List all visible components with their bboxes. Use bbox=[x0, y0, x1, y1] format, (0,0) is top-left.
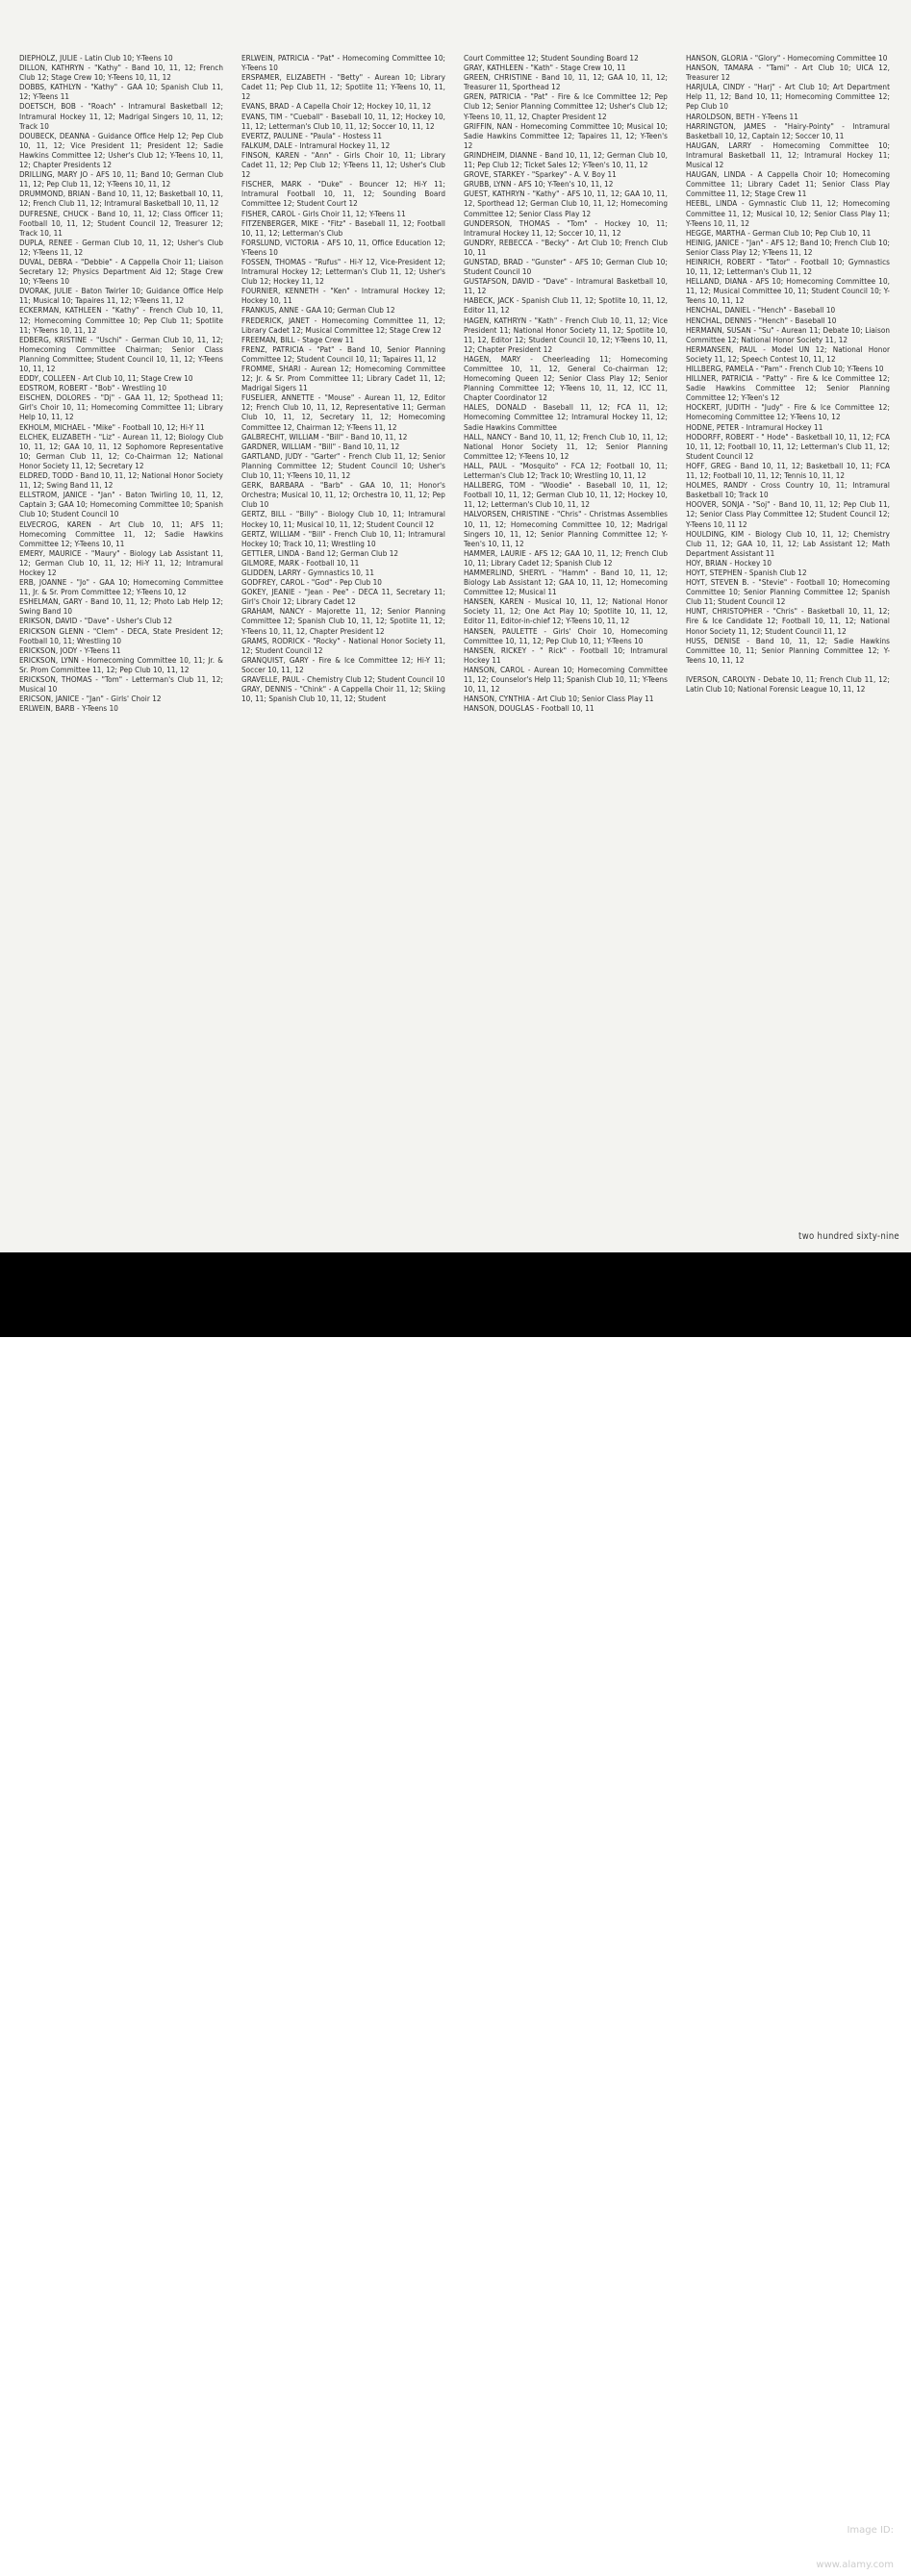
senior-directory bbox=[19, 53, 890, 1217]
directory-entry: GETTLER, LINDA - Band 12; German Club 12 bbox=[241, 547, 399, 558]
directory-entry: ERICKSON GLENN - "Clem" - DECA, State President 12; Football 10, 11; Wrestling 10 bbox=[19, 625, 223, 645]
directory-entry: GOKEY, JEANIE - "Jean - Pee" - DECA 11, Secretary 11; Girl's Choir 12; Library Cadet 12 bbox=[241, 587, 445, 607]
directory-column-3 bbox=[464, 53, 668, 1217]
directory-entry: GALBRECHT, WILLIAM - "Bill" - Band 10, 11, 12 bbox=[241, 431, 408, 442]
directory-entry: EISCHEN, DOLORES - "Dj" - GAA 11, 12; Spothead 11; Girl's Choir 10, 11; Homecoming Committee 11; Library Help 10, 11, 12 bbox=[19, 392, 223, 422]
directory-entry: HANSON, CYNTHIA - Art Club 10; Senior Class Play 11 bbox=[464, 694, 654, 704]
directory-entry: HANSEN, KAREN - Musical 10, 11, 12; National Honor Society 11, 12; One Act Play 10; Spotlite 10, 11, 12, Editor 11, Editor-in-chief 12; Y-Teens 10, 11, 12 bbox=[464, 596, 668, 626]
directory-entry: FISCHER, MARK - "Duke" - Bouncer 12; Hi-Y 11; Intramural Football 10, 11, 12; Sounding Board Committee 12; Student Court 12 bbox=[241, 179, 445, 209]
directory-entry: HANSON, GLORIA - "Glory" - Homecoming Committee 10 bbox=[686, 53, 888, 63]
stock-watermark-band bbox=[0, 1252, 911, 2576]
directory-entry: HANSEN, PAULETTE - Girls' Choir 10, Homecoming Committee 10, 11, 12; Pep Club 10, 11; Y-Teens 10 bbox=[464, 625, 668, 645]
directory-entry: GRAHAM, NANCY - Majorette 11, 12; Senior Planning Committee 12; Spanish Club 10, 11, 12; Spotlite 11, 12; Y-Teens 10, 11, 12, Chapter President 12 bbox=[241, 606, 445, 636]
image-id-label: Image ID: bbox=[847, 2525, 894, 2536]
directory-entry: HANSEN, RICKEY - " Rick" - Football 10; Intramural Hockey 11 bbox=[464, 644, 668, 665]
directory-entry: FROMME, SHARI - Aurean 12; Homecoming Committee 12; Jr. & Sr. Prom Committee 11; Library Cadet 11, 12; Madrigal Sigers 11 bbox=[241, 364, 445, 393]
directory-entry: DUPLA, RENEE - German Club 10, 11, 12; Usher's Club 12; Y-Teens 11, 12 bbox=[19, 237, 223, 257]
directory-entry: EDBERG, KRISTINE - "Uschi" - German Club 10, 11, 12; Homecoming Committee Chairman; Senior Class Planning Committee; Student Council 10, 11, 12; Y-Teens 10, 11, 12 bbox=[19, 334, 223, 373]
directory-entry: HOYT, STEPHEN - Spanish Club 12 bbox=[686, 567, 807, 577]
directory-entry: ECKERMAN, KATHLEEN - "Kathy" - French Club 10, 11, 12; Homecoming Committee 10; Pep Club 11; Spotlite 11; Y-Teens 10, 11, 12 bbox=[19, 305, 223, 335]
image-id-block bbox=[810, 2525, 894, 2570]
directory-entry: HUSS, DENISE - Band 10, 11, 12; Sadie Hawkins Committee 10, 11; Senior Planning Committee 12; Y-Teens 10, 11, 12 bbox=[686, 635, 890, 665]
directory-entry: ERICKSON, THOMAS - "Tom" - Letterman's Club 11, 12; Musical 10 bbox=[19, 674, 223, 695]
directory-entry: GARDNER, WILLIAM - "Bill" - Band 10, 11, 12 bbox=[241, 441, 400, 451]
directory-entry: HOYT, STEVEN B. - "Stevie" - Football 10; Homecoming Committee 10; Senior Planning Committee 12; Spanish Club 11; Student Council 12 bbox=[686, 577, 890, 607]
directory-entry: HEEBL, LINDA - Gymnastic Club 11, 12; Homecoming Committee 11, 12; Musical 10, 12; Senior Class Play 11; Y-Teens 10, 11, 12 bbox=[686, 198, 890, 228]
directory-entry: HOCKERT, JUDITH - "Judy" - Fire & Ice Committee 12; Homecoming Committee 12; Y-Teens 10, 12 bbox=[686, 402, 890, 422]
directory-entry: GODFREY, CAROL - "God" - Pep Club 10 bbox=[241, 577, 382, 588]
directory-entry: HALL, PAUL - "Mosquito" - FCA 12; Football 10, 11; Letterman's Club 12; Track 10; Wrestling 10, 11, 12 bbox=[464, 460, 668, 481]
directory-entry: EDSTROM, ROBERT - "Bob" - Wrestling 10 bbox=[19, 383, 167, 393]
directory-entry: HABECK, JACK - Spanish Club 11, 12; Spotlite 10, 11, 12, Editor 11, 12 bbox=[464, 295, 668, 316]
directory-entry: GARTLAND, JUDY - "Garter" - French Club 11, 12; Senior Planning Committee 12; Student Council 10; Usher's Club 10, 11; Y-Teens 10, 11, 12 bbox=[241, 450, 445, 481]
directory-entry: ERLWEIN, BARB - Y-Teens 10 bbox=[19, 703, 118, 714]
directory-entry: FORSLUND, VICTORIA - AFS 10, 11, Office Education 12; Y-Teens 10 bbox=[241, 237, 445, 257]
directory-entry: DUFRESNE, CHUCK - Band 10, 11, 12; Class Officer 11; Football 10, 11, 12; Student Council 12, Treasurer 12; Track 10, 11 bbox=[19, 208, 223, 238]
directory-entry: ELVECROG, KAREN - Art Club 10, 11; AFS 11; Homecoming Committee 11, 12; Sadie Hawkins Committee 12; Y-Teens 10, 11 bbox=[19, 518, 223, 548]
image-id-value: 3AKNDX3 bbox=[810, 2538, 894, 2558]
directory-entry: HEGGE, MARTHA - German Club 10; Pep Club 10, 11 bbox=[686, 227, 872, 238]
directory-entry: HAMMERLIND, SHERYL - "Hamm" - Band 10, 11, 12; Biology Lab Assistant 12; GAA 10, 11, 12; Homecoming Committee 12; Musical 11 bbox=[464, 567, 668, 597]
directory-entry: GRIFFIN, NAN - Homecoming Committee 10; Musical 10; Sadie Hawkins Committee 12; Tapaires 11, 12; Y-Teen's 12 bbox=[464, 120, 668, 150]
directory-entry: HELLAND, DIANA - AFS 10; Homecoming Committee 10, 11, 12; Musical Committee 10, 11; Student Council 10; Y-Teens 10, 11, 12 bbox=[686, 276, 890, 306]
directory-entry: ERICKSON, LYNN - Homecoming Committee 10, 11; Jr. & Sr. Prom Committee 11, 12; Pep Club 10, 11, 12 bbox=[19, 654, 223, 674]
directory-entry: GERTZ, BILL - "Billy" - Biology Club 10, 11; Intramural Hockey 10, 11; Musical 10, 11, 12; Student Council 12 bbox=[241, 509, 445, 529]
directory-entry: HAUGAN, LINDA - A Cappella Choir 10; Homecoming Committee 11; Library Cadet 11; Senior Class Play Committee 11, 12; Stage Crew 11 bbox=[686, 169, 890, 199]
directory-entry: HANSON, CAROL - Aurean 10; Homecoming Committee 11, 12; Counselor's Help 11; Spanish Club 10, 11; Y-Teens 10, 11, 12 bbox=[464, 664, 668, 695]
directory-entry: HILLBERG, PAMELA - "Pam" - French Club 10; Y-Teens 10 bbox=[686, 364, 884, 373]
directory-entry: HILLNER, PATRICIA - "Patty" - Fire & Ice Committee 12; Sadie Hawkins Committee 12; Senior Planning Committee 12; Y-Teen's 12 bbox=[686, 373, 890, 403]
directory-entry: GUEST, KATHRYN - "Kathy" - AFS 10, 11, 12; GAA 10, 11, 12, Sporthead 12; German Club 10, 11, 12; Homecoming Committee 12; Senior Class Play 12 bbox=[464, 189, 668, 218]
directory-entry: HAGEN, KATHRYN - "Kath" - French Club 10, 11, 12; Vice President 11; National Honor Society 11, 12; Spotlite 10, 11, 12, Editor 12; Student Council 10, 12; Y-Teens 10, 11, 12; Chapter President 12 bbox=[464, 315, 668, 354]
directory-entry: DOUBECK, DEANNA - Guidance Office Help 12; Pep Club 10, 11, 12; Vice President 11; President 12; Sadie Hawkins Committee 12; Usher's Club 12; Y-Teens 10, 11, 12; Chapter Presidents 12 bbox=[19, 130, 223, 170]
directory-entry: EMERY, MAURICE - "Maury" - Biology Lab Assistant 11, 12; German Club 10, 11, 12; Hi-Y 11, 12; Intramural Hockey 12 bbox=[19, 547, 223, 577]
directory-entry: DUVAL, DEBRA - "Debbie" - A Cappella Choir 11; Liaison Secretary 12; Physics Department Aid 12; Stage Crew 10; Y-Teens 10 bbox=[19, 256, 223, 287]
directory-entry: GERK, BARBARA - "Barb" - GAA 10, 11; Honor's Orchestra; Musical 10, 11, 12; Orchestra 10, 11, 12; Pep Club 10 bbox=[241, 480, 445, 510]
directory-entry: GUSTAFSON, DAVID - "Dave" - Intramural Basketball 10, 11, 12 bbox=[464, 276, 668, 296]
directory-entry: FOSSEN, THOMAS - "Rufus" - Hi-Y 12, Vice-President 12; Intramural Hockey 12; Letterman's Club 11, 12; Usher's Club 12; Hockey 11, 12 bbox=[241, 256, 445, 287]
directory-entry: ESHELMAN, GARY - Band 10, 11, 12; Photo Lab Help 12; Swing Band 10 bbox=[19, 596, 223, 617]
directory-entry: ERIKSON, DAVID - "Dave" - Usher's Club 12 bbox=[19, 616, 173, 626]
directory-entry: GUNDERSON, THOMAS - "Tom" - Hockey 10, 11; Intramural Hockey 11, 12; Soccer 10, 11, 12 bbox=[464, 217, 668, 238]
directory-entry: EVANS, BRAD - A Capella Choir 12; Hockey 10, 11, 12 bbox=[241, 101, 432, 112]
directory-entry: ELCHEK, ELIZABETH - "Liz" - Aurean 11, 12; Biology Club 10, 11, 12; GAA 10, 11, 12 Sophomore Representative 10; German Club 11, 12; Co-Chairman 12; National Honor Society 11, 12; Secretary 12 bbox=[19, 431, 223, 470]
directory-entry: DIEPHOLZ, JULIE - Latin Club 10; Y-Teens 10 bbox=[19, 53, 173, 63]
directory-entry: FOURNIER, KENNETH - "Ken" - Intramural Hockey 12; Hockey 10, 11 bbox=[241, 286, 445, 306]
directory-entry: ELLSTROM, JANICE - "Jan" - Baton Twirling 10, 11, 12, Captain 3; GAA 10; Homecoming Committee 10; Spanish Club 10; Student Council 10 bbox=[19, 490, 223, 519]
directory-entry: EVANS, TIM - "Cueball" - Baseball 10, 11, 12; Hockey 10, 11, 12; Letterman's Club 10, 11, 12; Soccer 10, 11, 12 bbox=[241, 111, 445, 131]
directory-entry: FALKUM, DALE - Intramural Hockey 11, 12 bbox=[241, 139, 391, 150]
directory-entry: ERICSON, JANICE - "Jan" - Girls' Choir 12 bbox=[19, 694, 162, 704]
directory-entry: FITZENBERGER, MIKE - "Fitz" - Baseball 11, 12; Football 10, 11, 12; Letterman's Club bbox=[241, 217, 445, 238]
directory-entry: GLIDDEN, LARRY - Gymnastics 10, 11 bbox=[241, 567, 375, 577]
directory-entry: GRAVELLE, PAUL - Chemistry Club 12; Student Council 10 bbox=[241, 674, 445, 684]
directory-entry: HAMMER, LAURIE - AFS 12; GAA 10, 11, 12; French Club 10, 11; Library Cadet 12; Spanish Club 12 bbox=[464, 547, 668, 568]
directory-entry: GRANQUIST, GARY - Fire & Ice Committee 12; Hi-Y 11; Soccer 10, 11, 12 bbox=[241, 654, 445, 674]
directory-column-2 bbox=[241, 53, 445, 1217]
directory-entry: ERLWEIN, PATRICIA - "Pat" - Homecoming Committee 10; Y-Teens 10 bbox=[241, 53, 445, 73]
directory-entry: DVORAK, JULIE - Baton Twirler 10; Guidance Office Help 11; Musical 10; Tapaires 11, 12; Y-Teens 11, 12 bbox=[19, 286, 223, 306]
directory-entry: FUSELIER, ANNETTE - "Mouse" - Aurean 11, 12, Editor 12; French Club 10, 11, 12, Representative 11; German Club 10, 11, 12, Secretary 11, 12; Homecoming Committee 12, Chairman 12; Y-Teens 11, 12 bbox=[241, 392, 445, 432]
directory-entry: EDDY, COLLEEN - Art Club 10, 11; Stage Crew 10 bbox=[19, 373, 193, 384]
directory-entry: GRAY, DENNIS - "Chink" - A Cappella Choir 11, 12; Skiing 10, 11; Spanish Club 10, 11, 12; Student bbox=[241, 684, 445, 704]
directory-entry: HERMANN, SUSAN - "Su" - Aurean 11; Debate 10; Liaison Committee 12; National Honor Society 11, 12 bbox=[686, 324, 890, 344]
directory-entry: HOLMES, RANDY - Cross Country 10, 11; Intramural Basketball 10; Track 10 bbox=[686, 480, 890, 500]
directory-entry: HODNE, PETER - Intramural Hockey 11 bbox=[686, 421, 823, 432]
directory-entry: HALVORSEN, CHRISTINE - "Chris" - Christmas Assemblies 10, 11, 12; Homecoming Committee 10, 12; Madrigal Singers 10, 11, 12; Senior Planning Committee 12; Y-Teen's 10, 11, 12 bbox=[464, 509, 668, 548]
directory-entry: FINSON, KAREN - "Ann" - Girls Choir 10, 11; Library Cadet 11, 12; Pep Club 12; Y-Teens 11, 12; Usher's Club 12 bbox=[241, 149, 445, 180]
alamy-logo: alamy bbox=[19, 2518, 185, 2576]
directory-column-4 bbox=[686, 53, 890, 1217]
directory-entry: DRUMMOND, BRIAN - Band 10, 11, 12; Basketball 10, 11, 12; French Club 11, 12; Intramural Basketball 10, 11, 12 bbox=[19, 189, 223, 209]
directory-entry: HAGEN, MARY - Cheerleading 11; Homecoming Committee 10, 11, 12, General Co-chairman 12; Homecoming Queen 12; Senior Class Play 12; Senior Planning Committee 12; Y-Teens 10, 11, 12, ICC 11, Chapter Coordinator 12 bbox=[464, 353, 668, 403]
directory-entry: HERMANSEN, PAUL - Model UN 12; National Honor Society 11, 12; Speech Contest 10, 11, 12 bbox=[686, 343, 890, 364]
directory-entry: HOOVER, SONJA - "Soj" - Band 10, 11, 12; Pep Club 11, 12; Senior Class Play Committee 12; Student Council 12; Y-Teens 10, 11 12 bbox=[686, 499, 890, 529]
directory-entry: HANSON, DOUGLAS - Football 10, 11 bbox=[464, 703, 595, 714]
directory-entry: GUNDRY, REBECCA - "Becky" - Art Club 10; French Club 10, 11 bbox=[464, 237, 668, 257]
directory-entry: HOY, BRIAN - Hockey 10 bbox=[686, 557, 772, 568]
directory-entry: HEINRICH, ROBERT - "Tator" - Football 10; Gymnastics 10, 11, 12; Letterman's Club 11, 12 bbox=[686, 256, 890, 277]
directory-entry: FREEMAN, BILL - Stage Crew 11 bbox=[241, 334, 355, 344]
directory-entry: Court Committee 12; Student Sounding Board 12 bbox=[464, 53, 639, 63]
directory-entry: HENCHAL, DENNIS - "Hench" - Baseball 10 bbox=[686, 315, 837, 325]
directory-entry: HEINIG, JANICE - "Jan" - AFS 12; Band 10; French Club 10; Senior Class Play 12; Y-Teens 11, 12 bbox=[686, 237, 890, 257]
directory-entry: HOFF, GREG - Band 10, 11, 12; Basketball 10, 11; FCA 11, 12; Football 10, 11, 12; Tennis 10, 11, 12 bbox=[686, 460, 890, 481]
directory-entry: EKHOLM, MICHAEL - "Mike" - Football 10, 12; Hi-Y 11 bbox=[19, 421, 205, 432]
directory-entry: FRANKUS, ANNE - GAA 10; German Club 12 bbox=[241, 305, 395, 316]
directory-entry: GRAY, KATHLEEN - "Kath" - Stage Crew 10, 11 bbox=[464, 63, 626, 73]
directory-entry: FRENZ, PATRICIA - "Pat" - Band 10, Senior Planning Committee 12; Student Council 10, 11; Tapaires 11, 12 bbox=[241, 343, 445, 364]
directory-entry: GUNSTAD, BRAD - "Gunster" - AFS 10; German Club 10; Student Council 10 bbox=[464, 256, 668, 277]
directory-entry: HARRINGTON, JAMES - "Hairy-Pointy" - Intramural Basketball 10, 12, Captain 12; Soccer 10, 11 bbox=[686, 120, 890, 140]
directory-entry: GREEN, CHRISTINE - Band 10, 11, 12; GAA 10, 11, 12; Treasurer 11, Sporthead 12 bbox=[464, 72, 668, 92]
yearbook-page bbox=[0, 0, 911, 1252]
directory-entry: HENCHAL, DANIEL - "Hench" - Baseball 10 bbox=[686, 305, 836, 316]
page-number: two hundred sixty-nine bbox=[798, 1231, 899, 1242]
directory-entry: HOULDING, KIM - Biology Club 10, 11, 12; Chemistry Club 11, 12; GAA 10, 11, 12; Lab Assistant 12; Math Department Assistant 11 bbox=[686, 528, 890, 558]
directory-entry: GERTZ, WILLIAM - "Bill" - French Club 10, 11; Intramural Hockey 10; Track 10, 11; Wrestling 10 bbox=[241, 528, 445, 548]
directory-column-1 bbox=[19, 53, 223, 1217]
directory-entry: HALLBERG, TOM - "Woodie" - Baseball 10, 11, 12; Football 10, 11, 12; German Club 10, 11, 12; Hockey 10, 11, 12; Letterman's Club 10, 11, 12 bbox=[464, 480, 668, 510]
directory-entry: HALES, DONALD - Baseball 11, 12; FCA 11, 12; Homecoming Committee 12; Intramural Hockey 11, 12; Sadie Hawkins Committee bbox=[464, 402, 668, 432]
directory-entry: HAROLDSON, BETH - Y-Teens 11 bbox=[686, 111, 798, 121]
directory-entry: ERSPAMER, ELIZABETH - "Betty" - Aurean 10; Library Cadet 11; Pep Club 11, 12; Spotlite 11; Y-Teens 10, 11, 12 bbox=[241, 72, 445, 102]
directory-entry: DOBBS, KATHLYN - "Kathy" - GAA 10; Spanish Club 11, 12; Y-Teens 11 bbox=[19, 82, 223, 102]
directory-entry: HALL, NANCY - Band 10, 11, 12; French Club 10, 11, 12; National Honor Society 11, 12; Senior Planning Committee 12; Y-Teens 10, 12 bbox=[464, 431, 668, 461]
directory-entry: GRINDHEIM, DIANNE - Band 10, 11, 12; German Club 10, 11; Pep Club 12; Ticket Sales 12; Y-Teen's 10, 11, 12 bbox=[464, 149, 668, 170]
directory-entry: HODORFF, ROBERT - " Hode" - Basketball 10, 11, 12; FCA 10, 11, 12; Football 10, 11, 12; Letterman's Club 11, 12; Student Council 12 bbox=[686, 431, 890, 461]
directory-entry: ERICKSON, JODY - Y-Teens 11 bbox=[19, 644, 121, 655]
directory-entry: ERB, JOANNE - "Jo" - GAA 10; Homecoming Committee 11, Jr. & Sr. Prom Committee 12; Y-Teens 10, 12 bbox=[19, 577, 223, 597]
directory-entry: FISHER, CAROL - Girls Choir 11, 12; Y-Teens 11 bbox=[241, 208, 406, 218]
directory-entry: GRAMS, RODRICK - "Rocky" - National Honor Society 11, 12; Student Council 12 bbox=[241, 635, 445, 655]
directory-entry: HAUGAN, LARRY - Homecoming Committee 10; Intramural Basketball 11, 12; Intramural Hockey 11; Musical 12 bbox=[686, 139, 890, 170]
directory-entry: IVERSON, CAROLYN - Debate 10, 11; French Club 11, 12; Latin Club 10; National Forensic League 10, 11, 12 bbox=[686, 673, 890, 694]
directory-entry: EVERTZ, PAULINE - "Paula" - Hostess 11 bbox=[241, 130, 383, 140]
directory-entry: DOETSCH, BOB - "Roach" - Intramural Basketball 12; Intramural Hockey 11, 12; Madrigal Singers 10, 11, 12; Track 10 bbox=[19, 101, 223, 131]
directory-entry: DILLON, KATHRYN - "Kathy" - Band 10, 11, 12; French Club 12; Stage Crew 10; Y-Teens 10, 11, 12 bbox=[19, 63, 223, 83]
watermark-site: www.alamy.com bbox=[816, 2560, 894, 2570]
directory-entry: GROVE, STARKEY - "Sparkey" - A. V. Boy 11 bbox=[464, 169, 617, 180]
directory-entry: GILMORE, MARK - Football 10, 11 bbox=[241, 557, 360, 568]
directory-entry: HUNT, CHRISTOPHER - "Chris" - Basketball 10, 11, 12; Fire & Ice Candidate 12; Football 10, 11, 12; National Honor Society 11, 12; Student Council 11, 12 bbox=[686, 606, 890, 636]
directory-entry: DRILLING, MARY JO - AFS 10, 11; Band 10; German Club 11, 12; Pep Club 11, 12; Y-Teens 10, 11, 12 bbox=[19, 169, 223, 189]
directory-entry: HARJULA, CINDY - "Harj" - Art Club 10; Art Department Help 11, 12; Band 10, 11; Homecoming Committee 12; Pep Club 10 bbox=[686, 82, 890, 112]
directory-entry: HANSON, TAMARA - "Tami" - Art Club 10; UICA 12, Treasurer 12 bbox=[686, 63, 890, 83]
directory-entry: FREDERICK, JANET - Homecoming Committee 11, 12; Library Cadet 12; Musical Committee 12; Stage Crew 12 bbox=[241, 315, 445, 335]
directory-entry: GREN, PATRICIA - "Pat" - Fire & Ice Committee 12; Pep Club 12; Senior Planning Committee 12; Usher's Club 12; Y-Teens 10, 11, 12, Chapter President 12 bbox=[464, 91, 668, 121]
directory-entry: GRUBB, LYNN - AFS 10; Y-Teen's 10, 11, 12 bbox=[464, 179, 614, 189]
directory-entry: ELDRED, TODD - Band 10, 11, 12; National Honor Society 11, 12; Swing Band 11, 12 bbox=[19, 470, 223, 491]
